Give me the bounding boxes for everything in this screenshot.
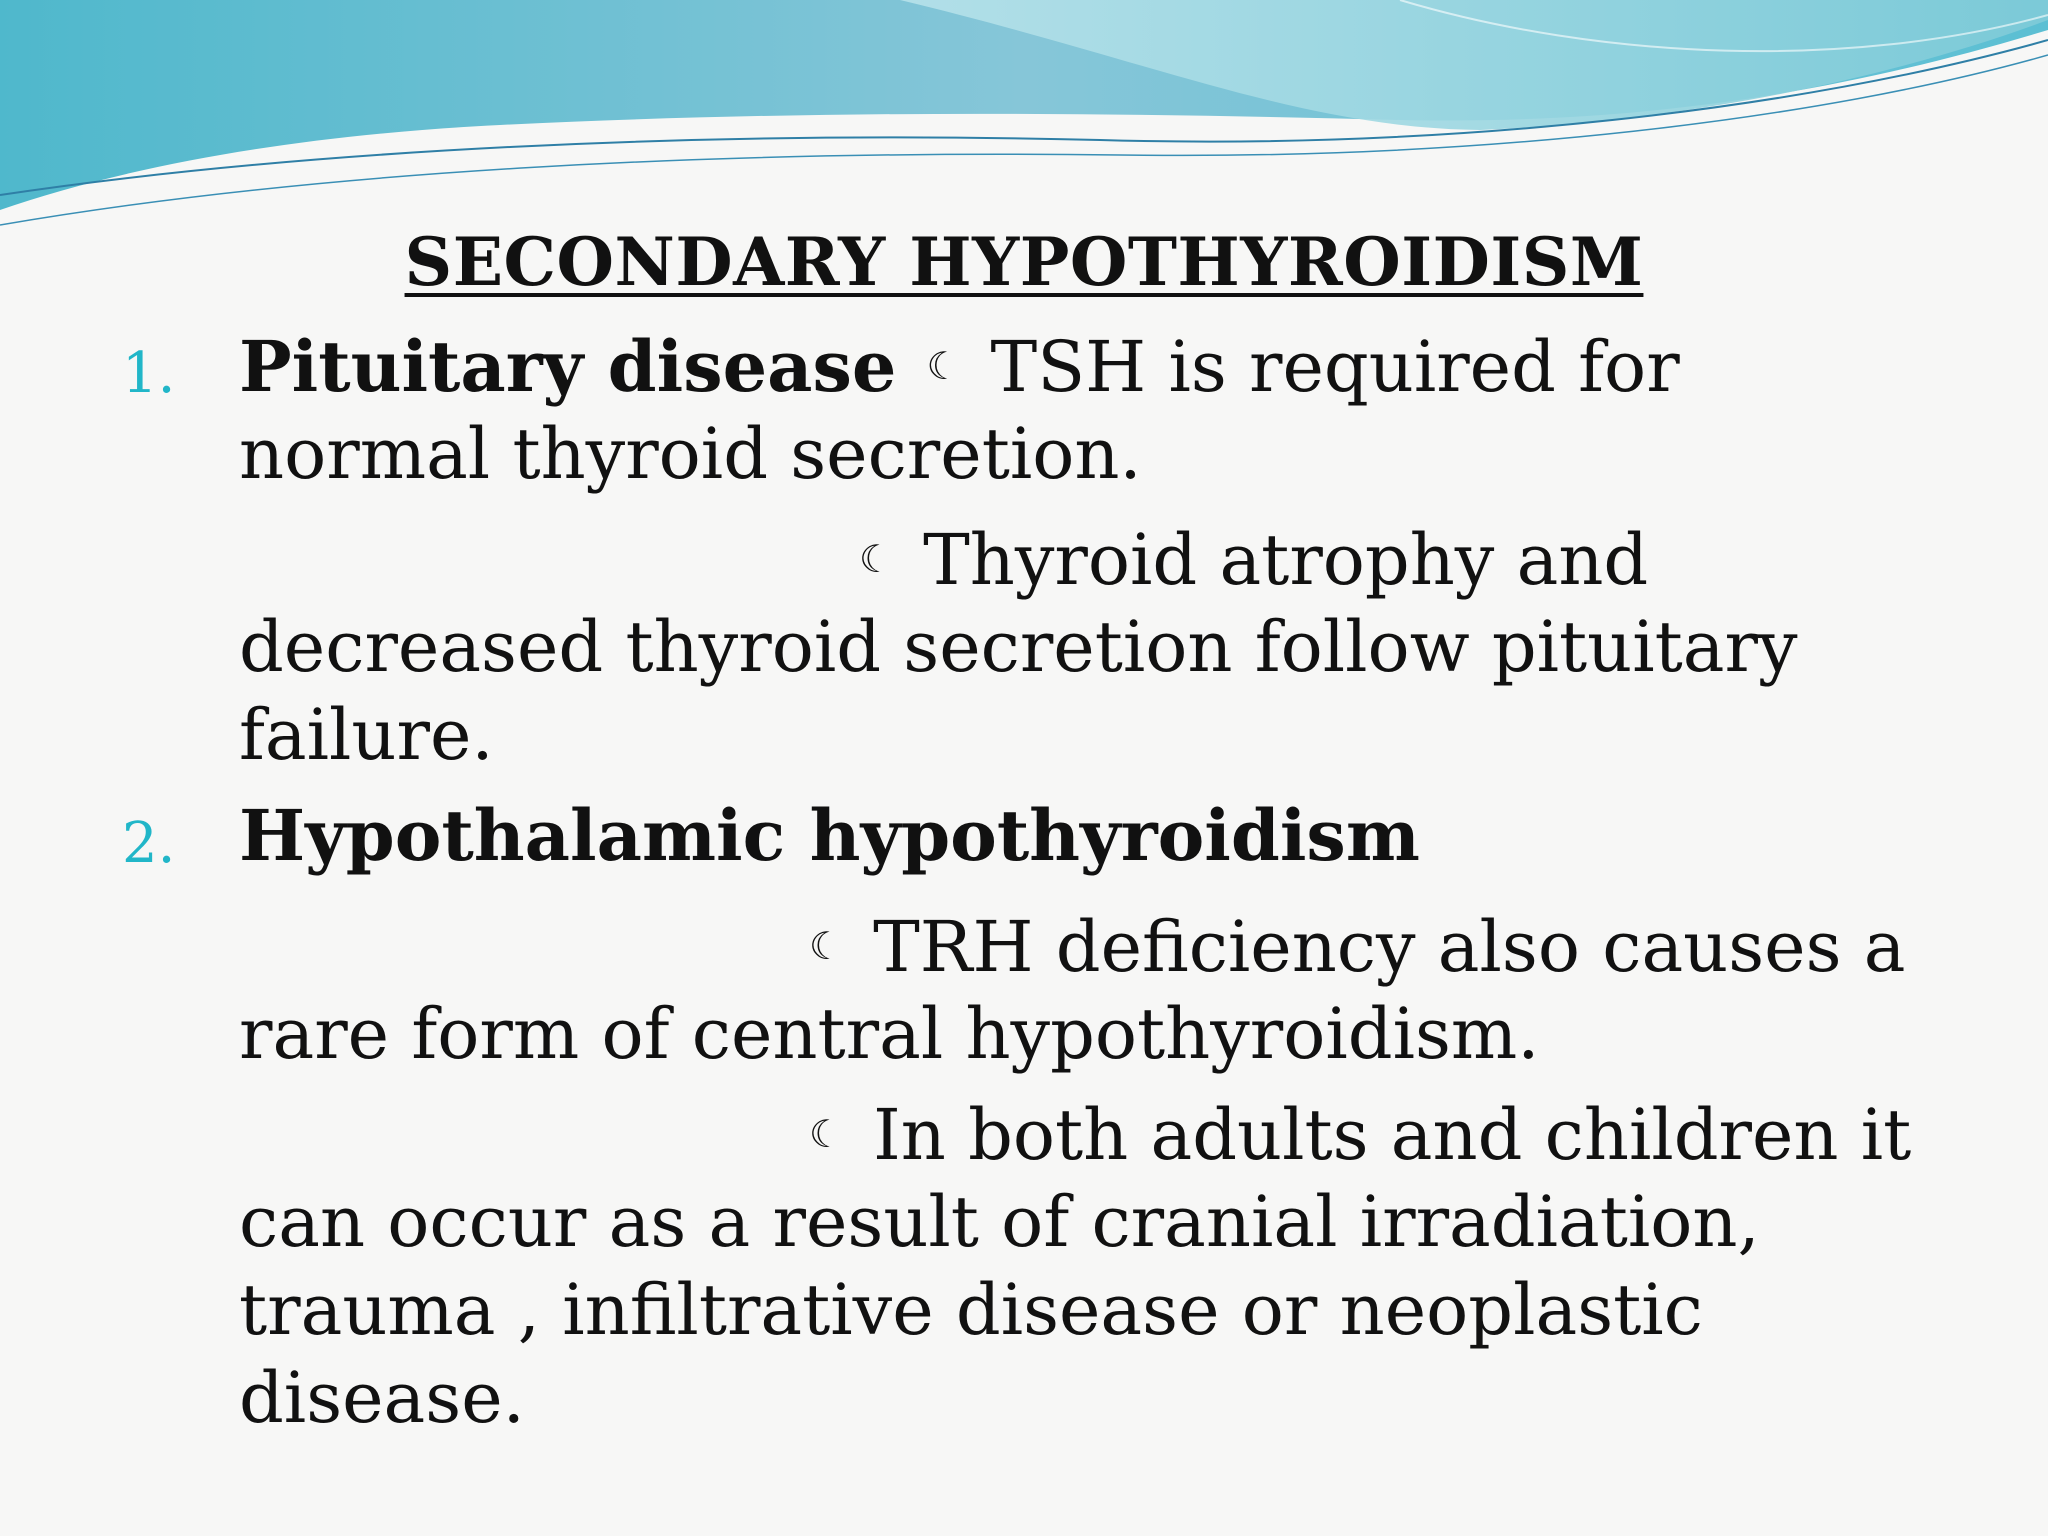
item-2-sub-2-text: In both adults and children it bbox=[873, 1094, 1912, 1176]
item-1-sub-line-1 bbox=[239, 515, 1939, 604]
item-2-sub-2-line-3: trauma , infiltrative disease or neoplastic bbox=[239, 1269, 1703, 1351]
slide-title: SECONDARY HYPOTHYROIDISM bbox=[404, 223, 1644, 301]
item-2-sub-1-line-2: rare form of central hypothyroidism. bbox=[239, 993, 1540, 1075]
item-1-sub-text: Thyroid atrophy and bbox=[923, 519, 1649, 601]
item-1-sub-line-3: failure. bbox=[239, 694, 494, 776]
item-1-text-1: TSH is required for bbox=[990, 326, 1680, 408]
item-1-line-1 bbox=[239, 322, 1939, 411]
item-1-heading: Pituitary disease bbox=[239, 325, 897, 408]
wave-banner bbox=[0, 0, 2048, 240]
item-2-sub-1-text: TRH deficiency also causes a bbox=[873, 906, 1906, 988]
item-number-1: 1. bbox=[122, 341, 176, 406]
item-2-sub-2-line-2: can occur as a result of cranial irradiation, bbox=[239, 1181, 1760, 1263]
item-2-sub-2-line-4: disease. bbox=[239, 1357, 525, 1439]
crescent-moon-icon: ☾ bbox=[859, 537, 894, 581]
crescent-moon-icon: ☾ bbox=[926, 344, 961, 388]
item-1-sub-line-2: decreased thyroid secretion follow pituitary bbox=[239, 606, 1798, 688]
crescent-moon-icon: ☾ bbox=[809, 924, 844, 968]
crescent-moon-icon: ☾ bbox=[809, 1112, 844, 1156]
item-2-heading: Hypothalamic hypothyroidism bbox=[239, 794, 1420, 877]
item-number-2: 2. bbox=[122, 811, 176, 876]
item-2-sub-1-line-1 bbox=[239, 902, 1939, 991]
item-2-sub-2-line-1 bbox=[239, 1090, 1939, 1179]
item-1-line-2: normal thyroid secretion. bbox=[239, 413, 1142, 495]
